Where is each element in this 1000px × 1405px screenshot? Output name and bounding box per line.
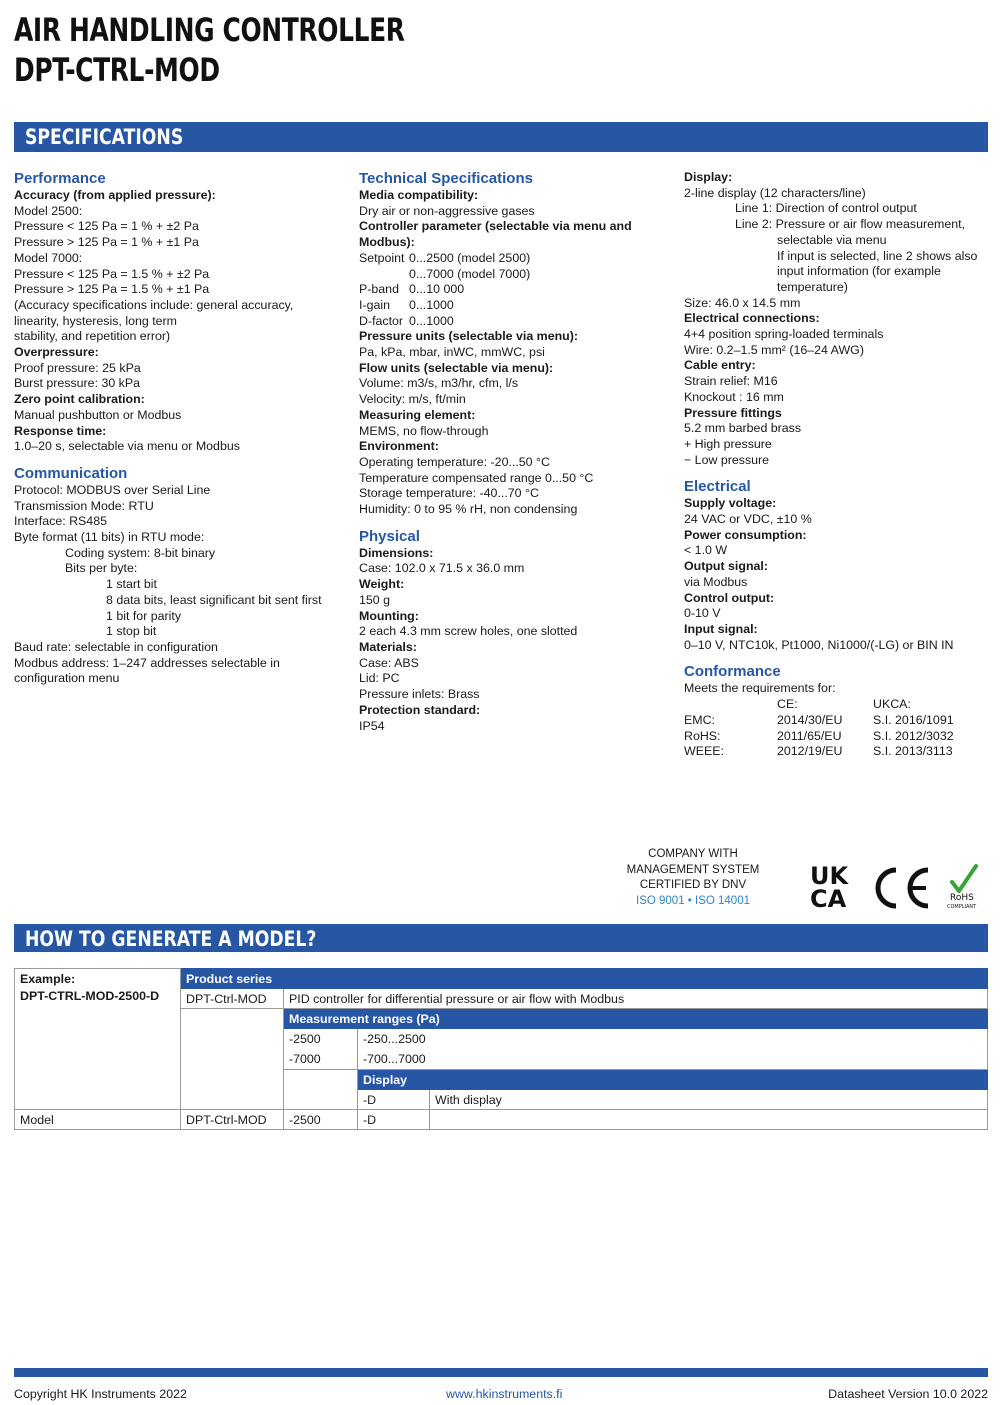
conformance-col-ce: CE:: [777, 697, 798, 712]
media-label: Media compatibility:: [359, 188, 479, 202]
accuracy-line: Pressure > 125 Pa = 1.5 % + ±1 Pa: [14, 282, 210, 297]
bits-per-byte-line: Bits per byte:: [65, 561, 138, 576]
product-series-code: DPT-Ctrl-MOD: [181, 989, 284, 1009]
example-label: Example:: [15, 969, 181, 989]
footer-version: Datasheet Version 10.0 2022: [828, 1387, 988, 1401]
output-signal-value: via Modbus: [684, 574, 748, 589]
range-code: -7000: [284, 1049, 358, 1070]
controller-parameter-label: Modbus):: [359, 235, 415, 250]
conformance-directive: WEEE:: [684, 744, 724, 759]
model-7000-label: Model 7000:: [14, 250, 83, 265]
param-key: Setpoint: [359, 250, 405, 265]
measurement-ranges-header: Measurement ranges (Pa): [284, 1009, 988, 1029]
param-key: I-gain: [359, 297, 390, 312]
footer-url-link[interactable]: www.hkinstruments.fi: [446, 1387, 563, 1401]
interface-line: Interface: RS485: [14, 514, 107, 529]
rohs-text: RoHS: [950, 893, 974, 903]
cert-line: MANAGEMENT SYSTEM: [626, 863, 760, 876]
title-line-2: DPT-CTRL-MOD: [14, 51, 220, 89]
display-line-2-detail: If input is selected, line 2 shows also input information (for example temperature): [777, 248, 978, 294]
ukca-top-text: UK: [810, 862, 849, 890]
bit-line: 1 start bit: [106, 577, 157, 592]
modbus-address-line: Modbus address: 1–247 addresses selectable in: [14, 655, 280, 670]
iso-standards: ISO 9001 • ISO 14001: [636, 894, 750, 907]
input-signal-value: 0–10 V, NTC10k, Pt1000, Ni1000/(-LG) or BIN IN: [684, 637, 954, 652]
protocol-line: Protocol: MODBUS over Serial Line: [14, 482, 211, 497]
model-display: -D: [358, 1110, 430, 1130]
weight-label: Weight:: [359, 577, 405, 592]
example-code: DPT-CTRL-MOD-2500-D: [15, 989, 181, 1110]
protection-label: Protection standard:: [359, 702, 481, 717]
model-range: -2500: [284, 1110, 358, 1130]
param-value: 0...2500 (model 2500): [409, 250, 531, 265]
weight-value: 150 g: [359, 592, 391, 607]
media-value: Dry air or non-aggressive gases: [359, 203, 535, 218]
conformance-directive: EMC:: [684, 712, 715, 727]
display-line-1: Line 1: Direction of control output: [735, 201, 917, 216]
param-value: 0...7000 (model 7000): [409, 266, 531, 281]
range-spacer: [284, 1070, 358, 1110]
electrical-connections-label: Electrical connections:: [684, 311, 820, 326]
accuracy-label: Accuracy (from applied pressure):: [14, 188, 216, 202]
supply-voltage-value: 24 VAC or VDC, ±10 %: [684, 512, 812, 527]
conformance-heading: Conformance: [684, 663, 781, 681]
measuring-element-label: Measuring element:: [359, 407, 476, 422]
cert-line: CERTIFIED BY DNV: [639, 879, 747, 891]
table-row: [15, 1110, 988, 1130]
conformance-ce-value: 2012/19/EU: [777, 744, 843, 759]
param-value: 0...1000: [409, 313, 454, 328]
dimensions-label: Dimensions:: [359, 545, 434, 560]
range-value: -700...7000: [358, 1049, 988, 1070]
mounting-label: Mounting:: [359, 608, 419, 623]
how-to-header-bar: [14, 924, 988, 952]
range-code: -2500: [284, 1029, 358, 1050]
pressure-fittings-line: − Low pressure: [684, 452, 770, 467]
response-time-value: 1.0–20 s, selectable via menu or Modbus: [14, 439, 240, 454]
title-line-1: AIR HANDLING CONTROLLER: [14, 11, 405, 49]
electrical-connections-line: 4+4 position spring-loaded terminals: [684, 327, 884, 342]
burst-pressure: Burst pressure: 30 kPa: [14, 376, 141, 391]
power-consumption-label: Power consumption:: [684, 527, 807, 542]
conformance-ce-value: 2014/30/EU: [777, 712, 843, 727]
conformance-ce-value: 2011/65/EU: [777, 728, 842, 743]
flow-units-volume: Volume: m3/s, m3/hr, cfm, l/s: [359, 376, 519, 391]
cert-line: COMPANY WITH: [648, 848, 738, 860]
display-description: With display: [430, 1090, 988, 1110]
control-output-value: 0-10 V: [684, 606, 721, 621]
cable-entry-line: Knockout : 16 mm: [684, 389, 784, 404]
electrical-heading: Electrical: [684, 478, 751, 496]
conformance-directive: RoHS:: [684, 728, 721, 743]
specifications-heading: SPECIFICATIONS: [25, 125, 184, 149]
material-line: Case: ABS: [359, 655, 419, 670]
accuracy-line: Pressure > 125 Pa = 1 % + ±1 Pa: [14, 235, 199, 250]
model-product-series: DPT-Ctrl-MOD: [181, 1110, 284, 1130]
measuring-element-value: MEMS, no flow-through: [359, 423, 489, 438]
display-label: Display:: [684, 170, 733, 184]
material-line: Pressure inlets: Brass: [359, 687, 480, 702]
accuracy-note: linearity, hysteresis, long term: [14, 313, 177, 328]
table-row: [15, 969, 988, 989]
ukca-mark-icon: [810, 862, 849, 912]
environment-line: Humidity: 0 to 95 % rH, non condensing: [359, 502, 578, 517]
certification-box: [620, 847, 766, 909]
param-key: D-factor: [359, 313, 404, 328]
materials-label: Materials:: [359, 639, 417, 654]
bit-line: 1 stop bit: [106, 624, 157, 639]
param-value: 0...10 000: [409, 282, 465, 297]
response-time-label: Response time:: [14, 423, 107, 438]
overpressure-label: Overpressure:: [14, 345, 99, 360]
display-line-2-detail: selectable via menu: [777, 232, 887, 247]
setpoint-row: [359, 251, 632, 267]
page-title: [14, 10, 405, 90]
product-series-header: Product series: [181, 969, 988, 989]
model-label: Model: [15, 1110, 181, 1130]
marks-svg: [810, 862, 988, 912]
conformance-intro: Meets the requirements for:: [684, 681, 836, 696]
model-empty-cell: [430, 1110, 988, 1130]
setpoint-row-2: [359, 267, 632, 283]
conformance-grid: [684, 697, 993, 760]
environment-line: Operating temperature: -20...50 °C: [359, 454, 550, 469]
performance-heading: Performance: [14, 170, 106, 187]
d-factor-row: [359, 314, 632, 330]
physical-heading: Physical: [359, 527, 420, 545]
proof-pressure: Proof pressure: 25 kPa: [14, 360, 141, 375]
environment-label: Environment:: [359, 439, 439, 454]
display-line-2: Line 2: Pressure or air flow measurement,: [735, 217, 966, 232]
cable-entry-label: Cable entry:: [684, 358, 756, 373]
model-2500-label: Model 2500:: [14, 203, 83, 218]
controller-parameter-label: Controller parameter (selectable via menu and: [359, 219, 632, 234]
conformance-col-ukca: UKCA:: [873, 697, 911, 712]
baud-rate-line: Baud rate: selectable in configuration: [14, 639, 218, 654]
param-value: 0...1000: [409, 297, 454, 312]
conformance-ukca-value: S.I. 2016/1091: [873, 712, 954, 727]
pressure-units-label: Pressure units (selectable via menu):: [359, 329, 578, 344]
display-value: 2-line display (12 characters/line): [684, 185, 866, 200]
transmission-line: Transmission Mode: RTU: [14, 498, 154, 513]
rohs-compliant-text: COMPLIANT: [947, 904, 977, 910]
model-configuration-table: [14, 968, 988, 1130]
ce-mark-icon: [878, 870, 928, 906]
accuracy-line: Pressure < 125 Pa = 1.5 % + ±2 Pa: [14, 266, 210, 281]
conformity-marks: [810, 862, 988, 912]
input-signal-label: Input signal:: [684, 621, 758, 636]
bit-line: 1 bit for parity: [106, 608, 182, 623]
environment-line: Temperature compensated range 0...50 °C: [359, 470, 594, 485]
accuracy-note: (Accuracy specifications include: general accuracy,: [14, 297, 294, 312]
display-header: Display: [358, 1070, 988, 1090]
i-gain-row: [359, 298, 632, 314]
environment-line: Storage temperature: -40...70 °C: [359, 486, 539, 501]
param-key: P-band: [359, 282, 399, 297]
supply-voltage-label: Supply voltage:: [684, 496, 777, 511]
specifications-header-bar: [14, 122, 988, 152]
flow-units-velocity: Velocity: m/s, ft/min: [359, 392, 466, 407]
how-to-heading: HOW TO GENERATE A MODEL?: [25, 927, 317, 951]
material-line: Lid: PC: [359, 671, 400, 686]
pressure-fittings-line: + High pressure: [684, 436, 772, 451]
electrical-connections-line: Wire: 0.2–1.5 mm² (16–24 AWG): [684, 342, 864, 357]
conformance-ukca-value: S.I. 2012/3032: [873, 728, 954, 743]
zero-calibration-value: Manual pushbutton or Modbus: [14, 407, 182, 422]
byte-format-line: Byte format (11 bits) in RTU mode:: [14, 530, 205, 545]
technical-specifications-heading: Technical Specifications: [359, 170, 533, 187]
dimensions-value: Case: 102.0 x 71.5 x 36.0 mm: [359, 561, 525, 576]
pressure-units-value: Pa, kPa, mbar, inWC, mmWC, psi: [359, 345, 545, 360]
cable-entry-line: Strain relief: M16: [684, 374, 778, 389]
range-value: -250...2500: [358, 1029, 988, 1050]
conformance-ukca-value: S.I. 2013/3113: [873, 744, 953, 759]
table-row: [15, 989, 988, 1009]
control-output-label: Control output:: [684, 590, 775, 605]
pressure-fittings-label: Pressure fittings: [684, 405, 782, 420]
coding-line: Coding system: 8-bit binary: [65, 545, 216, 560]
ukca-bottom-text: CA: [810, 885, 847, 912]
communication-heading: Communication: [14, 464, 128, 482]
accuracy-note: stability, and repetition error): [14, 329, 171, 344]
rohs-compliant-icon: [947, 866, 977, 910]
accuracy-line: Pressure < 125 Pa = 1 % + ±2 Pa: [14, 219, 199, 234]
footer-bar: [14, 1368, 988, 1377]
spec-column-3: [684, 170, 993, 760]
footer-copyright: Copyright HK Instruments 2022: [14, 1387, 187, 1401]
spec-column-1: [14, 170, 322, 687]
output-signal-label: Output signal:: [684, 559, 768, 574]
mounting-value: 2 each 4.3 mm screw holes, one slotted: [359, 624, 578, 639]
p-band-row: [359, 282, 632, 298]
protection-value: IP54: [359, 718, 385, 733]
product-series-description: PID controller for differential pressure or air flow with Modbus: [284, 989, 988, 1009]
bit-line: 8 data bits, least significant bit sent first: [106, 592, 322, 607]
pressure-fittings-line: 5.2 mm barbed brass: [684, 421, 802, 436]
display-size: Size: 46.0 x 14.5 mm: [684, 295, 801, 310]
power-consumption-value: < 1.0 W: [684, 543, 728, 558]
product-series-spacer: [181, 1009, 284, 1110]
zero-calibration-label: Zero point calibration:: [14, 392, 145, 407]
display-code: -D: [358, 1090, 430, 1110]
modbus-address-line: configuration menu: [14, 671, 120, 686]
flow-units-label: Flow units (selectable via menu):: [359, 360, 554, 375]
spec-column-2: [359, 170, 632, 734]
